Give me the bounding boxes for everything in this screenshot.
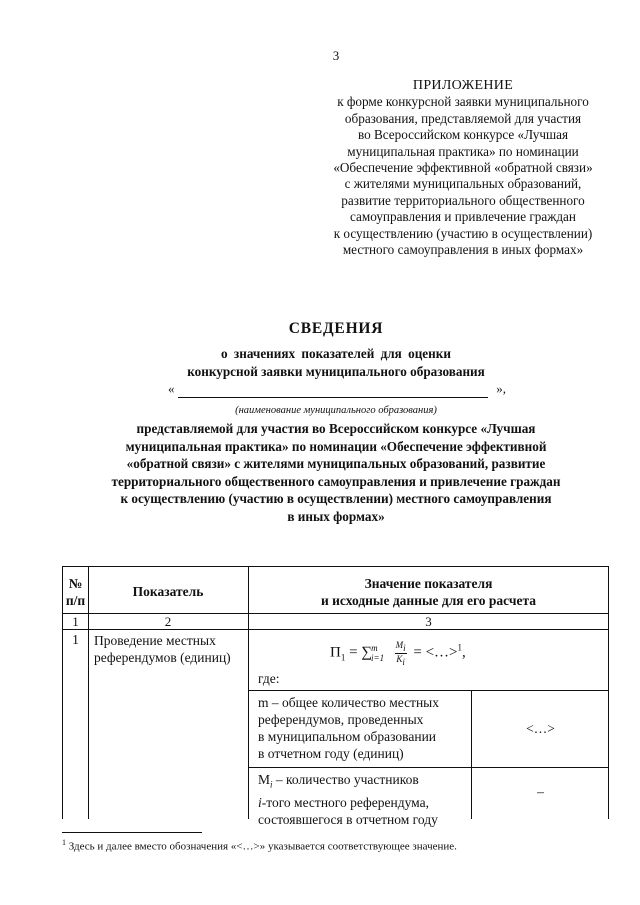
col-number-2: 2: [164, 614, 172, 629]
close-quote: »,: [496, 381, 506, 396]
col-number-1: 1: [72, 614, 79, 629]
paragraph-line: представляемой для участия во Всероссийском конкурсе «Лучшая: [136, 421, 536, 436]
appendix-line: муниципальная практика» по номинации: [347, 143, 579, 159]
col-number-3: 3: [425, 614, 432, 629]
document-subtitle: [60, 345, 612, 380]
header-value: Значение показателя и исходные данные для его расчета: [320, 576, 537, 608]
subtitle-line: о значениях показателей для оценки: [221, 346, 451, 361]
appendix-line: во Всероссийском конкурсе «Лучшая: [357, 127, 569, 143]
row-number: 1: [72, 632, 79, 647]
paragraph-line: территориального общественного самоуправления и привлечение граждан: [111, 473, 561, 489]
appendix-line: образования, представляемой для участия: [344, 110, 582, 126]
where-label: где:: [258, 671, 280, 686]
appendix-block: [300, 78, 626, 258]
sub-row-description: $M_i$ – количество участников i-того местного референдума, состоявшегося в отчетном году: [258, 772, 438, 827]
footnote: $^1$ Здесь и далее вместо обозначения «<…>» указывается соответствующее значение.: [62, 838, 457, 853]
sub-row-value: <…>: [526, 721, 555, 736]
document-title: СВЕДЕНИЯ: [288, 320, 384, 337]
open-quote: «: [168, 381, 175, 396]
intro-paragraph: [60, 420, 612, 525]
header-number: № п/п: [65, 576, 86, 608]
municipality-name-blank: [168, 381, 506, 399]
appendix-line: местного самоуправления в иных формах»: [342, 242, 584, 258]
paragraph-line: «обратной связи» с жителями муниципальных образований, развитие: [126, 456, 546, 471]
header-indicator: Показатель: [132, 584, 204, 599]
appendix-line: развитие территориального общественного: [341, 192, 585, 208]
appendix-line: к форме конкурсной заявки муниципального: [337, 94, 589, 110]
appendix-heading: ПРИЛОЖЕНИЕ: [412, 78, 514, 93]
appendix-line: «Обеспечение эффективной «обратной связи»: [333, 160, 593, 176]
subtitle-line: конкурсной заявки муниципального образования: [187, 363, 485, 379]
paragraph-line: к осуществлению (участию в осуществлении) местного самоуправления: [120, 491, 552, 506]
blank-caption: (наименование муниципального образования): [235, 405, 437, 416]
indicator-name: Проведение местных референдумов (единиц): [94, 633, 231, 665]
paragraph-line: муниципальная практика» по номинации «Обеспечение эффективной: [125, 438, 547, 454]
appendix-line: с жителями муниципальных образований,: [344, 176, 582, 192]
footnote-divider: [62, 832, 202, 833]
paragraph-line: в иных формах»: [287, 508, 385, 524]
sub-row-value: –: [537, 784, 544, 799]
page-number: 3: [332, 48, 340, 63]
sub-row-description: m – общее количество местных референдумов, проведенных в муниципальном образовании в отчетном году (единиц): [258, 695, 440, 761]
blank-underline: [178, 397, 488, 398]
appendix-line: самоуправления и привлечение граждан: [350, 209, 576, 225]
appendix-line: к осуществлению (участию в осуществлении): [333, 225, 593, 241]
formula-fraction: $\frac{M_i}{K_i}$: [395, 640, 406, 667]
formula: $П_1 = \sum_{i=1}^m$ $\frac{M_i}{K_i}$ = <…>$^1$,: [330, 640, 466, 667]
